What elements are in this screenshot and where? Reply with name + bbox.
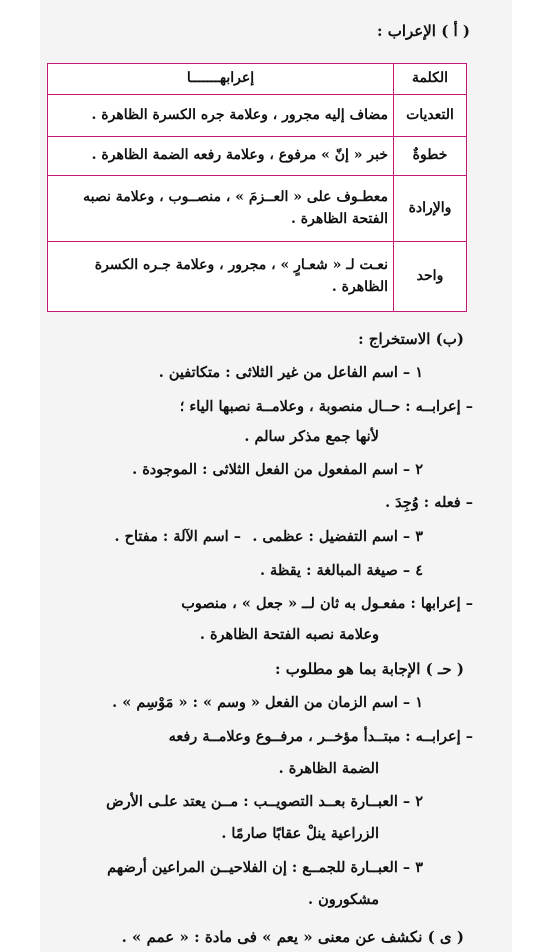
- text-line: – اسم الآلة : مفتاح .: [114, 528, 241, 545]
- text-line: – إعرابــه : مبتــدأ مؤخــر ، مرفــوع وعلامــة رفعه: [168, 728, 473, 745]
- text-line: ٣ – اسم التفضيل : عظمى .: [252, 528, 423, 545]
- text-line: الزراعية ينلْ عقابًا صارمًا .: [221, 825, 379, 842]
- text-line: ٢ – العبــارة بعــد التصويــب : مــن يعتد علـى الأرض: [106, 793, 423, 810]
- section-a-heading: ( أ ) الإعراب :: [376, 22, 470, 40]
- row-word: والإرادة: [394, 176, 467, 242]
- section-b-heading: (ب) الاستخراج :: [358, 330, 464, 348]
- row-desc: معطـوف على « العــزمَ » ، منصــوب ، وعلامة نصبه الفتحة الظاهرة .: [48, 176, 394, 242]
- table-row: [48, 137, 467, 176]
- row-word: التعديات: [394, 95, 467, 137]
- text-line: وعلامة نصبه الفتحة الظاهرة .: [199, 626, 379, 643]
- row-desc: مضاف إليه مجرور ، وعلامة جره الكسرة الظاهرة .: [48, 95, 394, 137]
- text-line: لأنها جمع مذكر سالم .: [244, 428, 379, 445]
- text-line: الضمة الظاهرة .: [278, 760, 379, 777]
- text-line: – إعرابــه : حــال منصوبة ، وعلامــة نصبها الياء ؛: [179, 398, 473, 415]
- section-c-heading: ( حـ ) الإجابة بما هو مطلوب :: [275, 660, 464, 678]
- table-row: [48, 95, 467, 137]
- table-row: [48, 176, 467, 242]
- irab-table: [47, 63, 467, 312]
- row-word: خطوةٌ: [394, 137, 467, 176]
- row-desc: نعـت لـ « شعـارٍ » ، مجرور ، وعلامة جـره الكسرة الظاهرة .: [48, 242, 394, 312]
- table-header-row: [48, 64, 467, 95]
- text-line: – إعرابها : مفعـول به ثان لــ « جعل » ، منصوب: [181, 595, 473, 612]
- header-irab: إعرابهـــــــا: [48, 64, 394, 95]
- row-desc: خبر « إنّ » مرفوع ، وعلامة رفعه الضمة الظاهرة .: [48, 137, 394, 176]
- text-line: ١ – اسم الزمان من الفعل « وسم » : « مَوْسِم » .: [112, 694, 423, 711]
- text-line: – فعله : وُجِدَ .: [385, 494, 473, 511]
- text-line: مشكورون .: [308, 891, 379, 908]
- row-word: واحد: [394, 242, 467, 312]
- text-line: ١ – اسم الفاعل من غير الثلاثى : متكاتفين .: [158, 364, 423, 381]
- section-d-heading: ( ى ) نكشف عن معنى « يعم » فى مادة : « عمم » .: [121, 928, 464, 946]
- text-line: ٤ – صيغة المبالغة : يقظة .: [259, 562, 423, 579]
- header-word: الكلمة: [394, 64, 467, 95]
- text-line: ٣ – العبــارة للجمــع : إن الفلاحيــن المراعين أرضهم: [107, 859, 423, 876]
- text-line: ٢ – اسم المفعول من الفعل الثلاثى : الموجودة .: [132, 461, 423, 478]
- table-row: [48, 242, 467, 312]
